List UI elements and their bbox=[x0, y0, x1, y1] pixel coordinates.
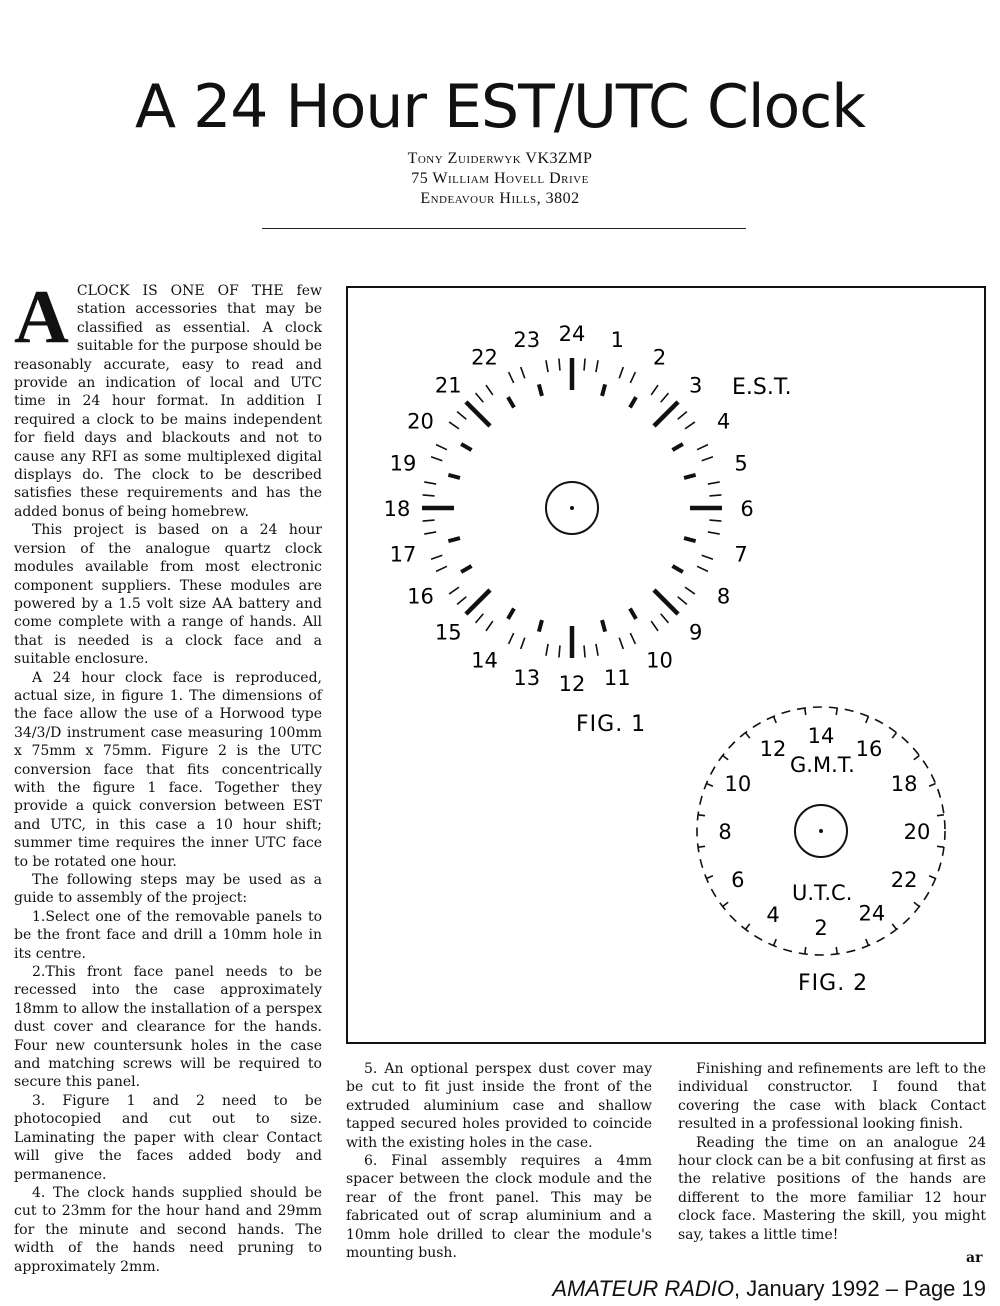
fig2-hour-label: 8 bbox=[718, 820, 732, 844]
column-3 bbox=[678, 1060, 986, 1244]
minor-tick bbox=[457, 412, 466, 420]
fig2-hour-label: 12 bbox=[759, 736, 787, 761]
fig2-tick bbox=[698, 815, 705, 816]
minor-tick bbox=[596, 360, 598, 372]
minor-tick bbox=[708, 482, 720, 484]
gmt-label: G.M.T. bbox=[790, 753, 855, 777]
hour-tick bbox=[448, 475, 460, 478]
minor-tick bbox=[424, 532, 436, 534]
minor-tick bbox=[661, 614, 669, 623]
fig1-hour-label: 5 bbox=[734, 451, 748, 476]
minor-tick bbox=[449, 587, 459, 594]
hour-tick bbox=[654, 590, 678, 614]
fig2-tick bbox=[914, 902, 920, 906]
fig2-tick bbox=[723, 756, 729, 760]
fig1-hour-label: 14 bbox=[471, 648, 498, 673]
publication-name: AMATEUR RADIO bbox=[552, 1276, 735, 1301]
fig1-hour-label: 8 bbox=[716, 584, 731, 609]
fig1-hour-label: 3 bbox=[689, 373, 703, 398]
article-title: A 24 Hour EST/UTC Clock bbox=[134, 72, 866, 142]
minor-tick bbox=[546, 644, 548, 656]
paragraph-10: 6. Final assembly requires a 4mm spacer between the clock module and the rear of the front panel. This may be fabricated out of scrap aluminium and a 10mm hole drilled to clear the module's mounting bush. bbox=[346, 1153, 652, 1262]
column-1 bbox=[14, 275, 322, 1276]
fig1-caption: FIG. 1 bbox=[576, 712, 647, 737]
paragraph-7: 3. Figure 1 and 2 need to be photocopied and cut out to size. Laminating the paper with clear Contact will give the faces added body and permanence. bbox=[14, 1092, 322, 1183]
minor-tick bbox=[702, 457, 713, 461]
fig1-hour-label: 17 bbox=[389, 542, 417, 567]
paragraph-11: Finishing and refinements are left to the individual constructor. I found that covering the case with black Contact resulted in a professional looking finish. bbox=[678, 1061, 986, 1133]
minor-tick bbox=[709, 495, 721, 496]
fig1-hour-label: 19 bbox=[389, 451, 417, 476]
fig1-hour-label: 10 bbox=[646, 648, 673, 673]
fig2-hour-label: 24 bbox=[858, 901, 886, 926]
fig1-hour-label: 12 bbox=[558, 672, 586, 696]
fig1-hour-label: 15 bbox=[434, 620, 462, 645]
author-name: Tony Zuiderwyk VK3ZMP bbox=[407, 150, 593, 167]
fig2-hour-label: 6 bbox=[731, 868, 745, 892]
fig1-hour-label: 21 bbox=[434, 373, 462, 398]
title-rule bbox=[262, 228, 746, 229]
minor-tick bbox=[619, 367, 623, 378]
fig1-center-dot bbox=[570, 506, 574, 510]
fig2-tick bbox=[914, 756, 920, 760]
fig2-tick bbox=[929, 876, 935, 879]
fig1-hour-label: 13 bbox=[513, 666, 541, 691]
column-2 bbox=[346, 1060, 652, 1262]
minor-tick bbox=[431, 555, 442, 559]
fig2-tick bbox=[892, 924, 896, 930]
paragraph-8: 4. The clock hands supplied should be cut to 23mm for the hour hand and 29mm for the minute and second hands. The width of the hands need pruning to approximately 2mm. bbox=[14, 1184, 322, 1275]
fig2-tick bbox=[774, 716, 777, 722]
address-line-1: 75 William Hovell Drive bbox=[411, 170, 589, 187]
paragraph-9: 5. An optional perspex dust cover may be cut to fit just inside the front of the extruded aluminium case and shallow tapped secured holes provided to coincide with the existing holes in the case. bbox=[346, 1061, 652, 1151]
minor-tick bbox=[702, 555, 713, 559]
fig2-tick bbox=[937, 815, 944, 816]
hour-tick bbox=[654, 402, 678, 426]
hour-tick bbox=[672, 566, 682, 572]
minor-tick bbox=[559, 645, 560, 657]
fig2-tick bbox=[723, 902, 729, 906]
fig2-tick bbox=[929, 784, 935, 787]
signoff: ar bbox=[966, 1250, 983, 1266]
fig1-hour-label: 11 bbox=[603, 666, 631, 691]
fig1-hour-label: 6 bbox=[740, 497, 754, 521]
minor-tick bbox=[449, 422, 459, 429]
minor-tick bbox=[619, 638, 623, 649]
minor-tick bbox=[630, 633, 635, 644]
minor-tick bbox=[521, 367, 525, 378]
hour-tick bbox=[684, 538, 696, 541]
minor-tick bbox=[559, 359, 560, 371]
est-clock-face bbox=[384, 322, 754, 696]
fig1-hour-label: 18 bbox=[383, 497, 411, 521]
fig2-tick bbox=[866, 939, 869, 945]
minor-tick bbox=[584, 359, 585, 371]
hour-tick bbox=[539, 620, 542, 632]
fig1-hour-label: 2 bbox=[652, 345, 667, 370]
fig2-hour-label: 16 bbox=[855, 736, 883, 761]
fig1-hour-label: 16 bbox=[407, 584, 434, 609]
fig2-tick bbox=[805, 708, 806, 715]
utc-label: U.T.C. bbox=[792, 881, 853, 905]
fig1-hour-label: 20 bbox=[407, 409, 434, 434]
minor-tick bbox=[457, 597, 466, 605]
fig1-hour-label: 23 bbox=[513, 327, 541, 352]
hour-tick bbox=[461, 566, 471, 572]
fig1-hour-label: 4 bbox=[716, 409, 731, 434]
minor-tick bbox=[424, 482, 436, 484]
minor-tick bbox=[476, 614, 484, 623]
minor-tick bbox=[651, 385, 658, 395]
utc-conversion-face bbox=[697, 707, 945, 955]
fig2-tick bbox=[836, 708, 837, 715]
minor-tick bbox=[685, 587, 695, 594]
minor-tick bbox=[436, 445, 447, 450]
minor-tick bbox=[685, 422, 695, 429]
fig1-hour-label: 1 bbox=[610, 327, 624, 352]
hour-tick bbox=[461, 444, 471, 450]
minor-tick bbox=[509, 372, 514, 383]
minor-tick bbox=[486, 385, 493, 395]
fig2-tick bbox=[706, 784, 712, 787]
minor-tick bbox=[678, 597, 687, 605]
hour-tick bbox=[672, 444, 682, 450]
fig1-hour-label: 22 bbox=[471, 345, 498, 370]
minor-tick bbox=[697, 566, 708, 571]
hour-tick bbox=[466, 402, 490, 426]
figure-box bbox=[346, 286, 986, 1044]
minor-tick bbox=[521, 638, 525, 649]
minor-tick bbox=[509, 633, 514, 644]
fig2-tick bbox=[836, 947, 837, 954]
minor-tick bbox=[651, 621, 658, 631]
minor-tick bbox=[423, 520, 435, 521]
address-line-2: Endeavour Hills, 3802 bbox=[420, 190, 580, 207]
fig2-tick bbox=[706, 876, 712, 879]
page-footer bbox=[552, 1276, 986, 1302]
fig2-hour-label: 22 bbox=[890, 868, 918, 892]
fig2-hour-label: 14 bbox=[807, 724, 835, 748]
fig1-hour-label: 9 bbox=[689, 620, 703, 645]
minor-tick bbox=[709, 520, 721, 521]
minor-tick bbox=[630, 372, 635, 383]
hour-tick bbox=[508, 397, 514, 407]
minor-tick bbox=[697, 445, 708, 450]
fig2-caption: FIG. 2 bbox=[798, 971, 869, 996]
fig2-hour-label: 2 bbox=[814, 916, 828, 940]
paragraph-6: 2.This front face panel needs to be recessed into the case approximately 18mm to allow the installation of a perspex dust cover and clearance for the hands. Four new countersunk holes in the case and matching screws will be required to secure this panel. bbox=[14, 964, 322, 1091]
fig2-center-dot bbox=[819, 829, 823, 833]
fig2-tick bbox=[892, 733, 896, 739]
hour-tick bbox=[508, 608, 514, 618]
fig2-hour-label: 4 bbox=[766, 903, 780, 928]
hour-tick bbox=[466, 590, 490, 614]
paragraph-3: A 24 hour clock face is reproduced, actual size, in figure 1. The dimensions of the face allow the use of a Horwood type 34/3/D instrument case measuring 100mm x 75mm x 75mm. Figure 2 is the UTC conversion face that fits concentrically with the figure 1 face. Together they provide a quick conversion between EST and UTC, in this case a 10 hour shift; summer time requires the inner UTC face to be rotated one hour. bbox=[14, 669, 322, 870]
est-label: E.S.T. bbox=[732, 375, 792, 400]
hour-tick bbox=[448, 538, 460, 541]
minor-tick bbox=[486, 621, 493, 631]
fig1-hour-label: 24 bbox=[558, 322, 586, 346]
minor-tick bbox=[678, 412, 687, 420]
minor-tick bbox=[596, 644, 598, 656]
fig2-tick bbox=[805, 947, 806, 954]
fig2-tick bbox=[698, 846, 705, 847]
fig2-hour-label: 18 bbox=[890, 772, 918, 796]
hour-tick bbox=[630, 608, 636, 618]
hour-tick bbox=[602, 620, 605, 632]
hour-tick bbox=[539, 384, 542, 396]
paragraph-4: The following steps may be used as a guide to assembly of the project: bbox=[14, 872, 322, 907]
fig2-tick bbox=[866, 716, 869, 722]
paragraph-2: This project is based on a 24 hour version of the analogue quartz clock modules available from most electronic component suppliers. These modules are powered by a 1.5 volt size AA battery and come complete with a range of hands. All that is needed is a clock face and a suitable enclosure. bbox=[14, 522, 322, 668]
fig2-tick bbox=[746, 924, 750, 930]
minor-tick bbox=[436, 566, 447, 571]
drop-cap: A bbox=[14, 275, 69, 359]
figure-drawing bbox=[346, 286, 986, 1044]
issue-info: , January 1992 – Page 19 bbox=[734, 1276, 986, 1301]
fig2-hour-label: 10 bbox=[724, 772, 752, 796]
paragraph-12: Reading the time on an analogue 24 hour clock can be a bit confusing at first as the relative positions of the hands are different to the more familiar 12 hour clock face. Mastering the skill, you might say, takes a little time! bbox=[678, 1134, 986, 1243]
hour-tick bbox=[630, 397, 636, 407]
minor-tick bbox=[708, 532, 720, 534]
minor-tick bbox=[584, 645, 585, 657]
fig2-tick bbox=[937, 846, 944, 847]
minor-tick bbox=[661, 393, 669, 402]
minor-tick bbox=[423, 495, 435, 496]
minor-tick bbox=[431, 457, 442, 461]
hour-tick bbox=[602, 384, 605, 396]
fig2-tick bbox=[774, 939, 777, 945]
hour-tick bbox=[684, 475, 696, 478]
fig2-tick bbox=[746, 733, 750, 739]
minor-tick bbox=[476, 393, 484, 402]
paragraph-1: ACLOCK IS ONE OF THE few station accessories that may be classified as essential. A clock suitable for the purpose should be reasonably accurate, easy to read and provide an indication of local and UTC time in 24 hour format. In addition I required a clock to be mains independent for field days and blackouts and not to cause any RFI as some multiplexed digital displays do. The clock to be described satisfies these requirements and has the added bonus of being homebrew. bbox=[14, 275, 322, 520]
fig1-hour-label: 7 bbox=[734, 542, 748, 567]
paragraph-5: 1.Select one of the removable panels to be the front face and drill a 10mm hole in its centre. bbox=[14, 908, 322, 962]
fig2-hour-label: 20 bbox=[903, 820, 931, 844]
minor-tick bbox=[546, 360, 548, 372]
